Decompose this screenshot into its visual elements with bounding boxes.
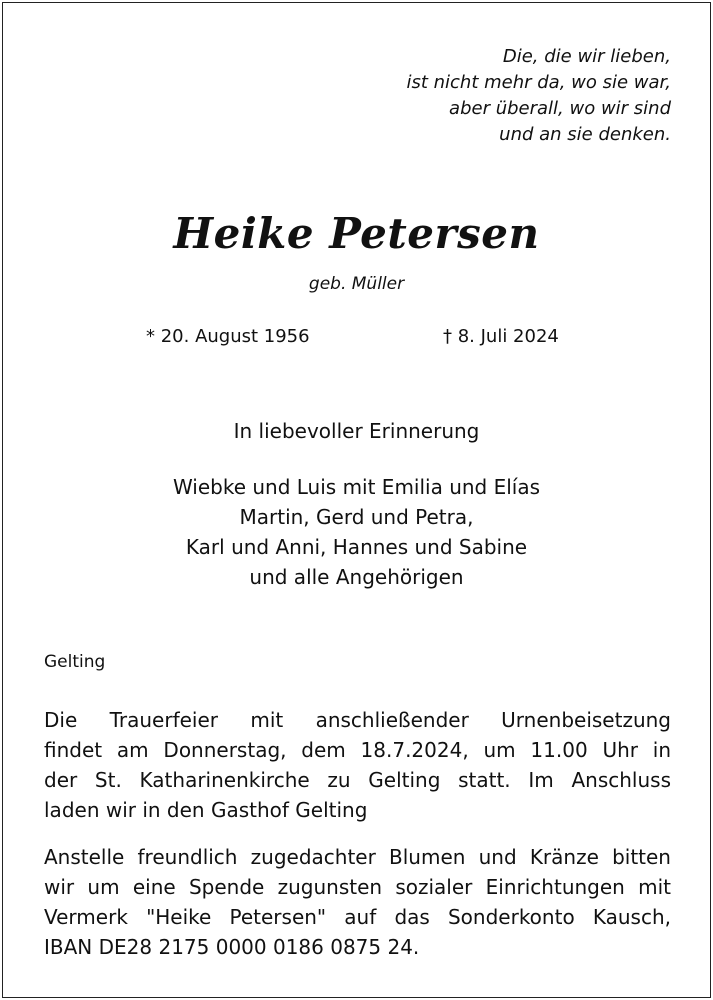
mourner-line: Martin, Gerd und Petra, <box>239 505 474 529</box>
death-date: † 8. Juli 2024 <box>443 326 559 347</box>
maiden-name: geb. Müller <box>308 274 405 294</box>
funeral-notice-line: Die Trauerfeier mit anschließender Urnenbeisetzung <box>44 708 671 732</box>
poem-line: Die, die wir lieben, <box>502 46 671 67</box>
donation-notice-line: Anstelle freundlich zugedachter Blumen und Kränze bitten <box>44 845 671 869</box>
funeral-notice-line: der St. Katharinenkirche zu Gelting statt. Im Anschluss <box>44 768 671 792</box>
poem-line: aber überall, wo wir sind <box>449 98 671 119</box>
mourner-line: und alle Angehörigen <box>249 565 464 589</box>
donation-notice-line: wir um eine Spende zugunsten sozialer Einrichtungen mit <box>44 875 671 899</box>
birth-date: * 20. August 1956 <box>146 326 310 347</box>
mourners-list <box>0 472 713 592</box>
funeral-notice-line: laden wir in den Gasthof Gelting <box>44 798 368 822</box>
poem-line: ist nicht mehr da, wo sie war, <box>406 72 671 93</box>
mourner-line: Wiebke und Luis mit Emilia und Elías <box>172 475 541 499</box>
donation-notice-line: IBAN DE28 2175 0000 0186 0875 24. <box>44 935 420 959</box>
poem-line: und an sie denken. <box>499 124 671 145</box>
donation-notice <box>44 842 671 962</box>
memorial-poem <box>406 44 671 148</box>
memory-line: In liebevoller Erinnerung <box>233 419 480 443</box>
deceased-name: Heike Petersen <box>173 209 540 258</box>
funeral-notice <box>44 705 671 825</box>
place-name: Gelting <box>44 652 106 672</box>
mourner-line: Karl und Anni, Hannes und Sabine <box>185 535 528 559</box>
donation-notice-line: Vermerk "Heike Petersen" auf das Sonderkonto Kausch, <box>44 905 671 929</box>
funeral-notice-line: findet am Donnerstag, dem 18.7.2024, um 11.00 Uhr in <box>44 738 671 762</box>
